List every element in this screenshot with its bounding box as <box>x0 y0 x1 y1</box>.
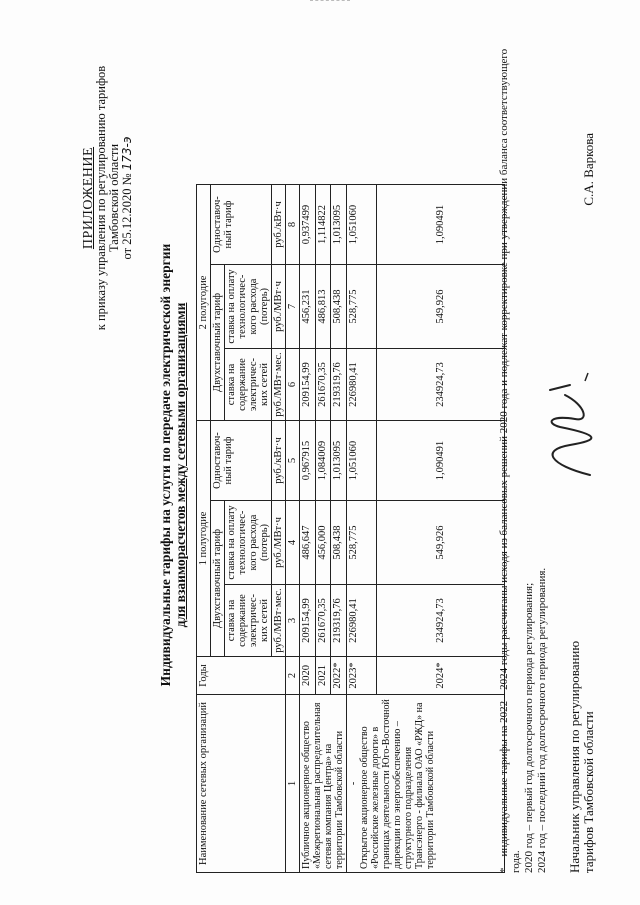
year-cell: 2024* <box>377 657 505 695</box>
colnum-4: 4 <box>286 501 300 585</box>
org-1-dash: - <box>348 781 359 786</box>
value-cell: 549,926 <box>377 501 505 585</box>
table-row <box>347 185 377 873</box>
value-cell: 209154,99 <box>300 585 316 657</box>
value-cell: 234924,73 <box>377 349 505 421</box>
tariff-table <box>196 184 505 873</box>
year-cell: 2023* <box>347 657 377 695</box>
year-cell: 2022* <box>331 657 347 695</box>
colnum-1: 1 <box>286 695 300 873</box>
appendix-title: ПРИЛОЖЕНИЕ <box>81 146 96 250</box>
colnum-2: 2 <box>286 657 300 695</box>
table-row <box>300 185 316 873</box>
value-cell: 508,438 <box>331 501 347 585</box>
header-half2: 2 полугодие <box>197 185 211 421</box>
value-cell: 1,090491 <box>377 185 505 265</box>
header-one-part-1: Одноставоч- ный тариф <box>211 421 272 501</box>
unit-kwh-2: руб./кВт·ч <box>272 185 286 265</box>
value-cell: 456,231 <box>300 265 316 349</box>
org-2-cell <box>347 695 505 873</box>
value-cell: 1,051060 <box>347 421 377 501</box>
unit-kwh-1: руб./кВт·ч <box>272 421 286 501</box>
scan-artifact <box>310 0 350 7</box>
document-title <box>158 115 188 815</box>
value-cell: 226980,41 <box>347 349 377 421</box>
value-cell: 508,438 <box>331 265 347 349</box>
order-date: от 25.12.2020 № <box>120 173 134 260</box>
header-rate-maint-1: ставка на содержание электричес- ких сетей <box>225 585 272 657</box>
colnum-5: 5 <box>286 421 300 501</box>
org-1-cell <box>300 695 347 873</box>
header-two-part-1: Двухставочный тариф <box>211 501 225 657</box>
value-cell: 528,775 <box>347 501 377 585</box>
value-cell: 528,775 <box>347 265 377 349</box>
appendix-line-2: Тамбовской области <box>107 143 121 253</box>
value-cell: 261670,35 <box>315 349 331 421</box>
header-org: Наименование сетевых организаций <box>197 695 286 873</box>
signature-block <box>568 43 596 873</box>
appendix-header <box>82 33 134 363</box>
signer-position-1: Начальник управления по регулированию <box>567 640 582 873</box>
header-rate-loss-2: ставка на оплату технологичес- кого расхода (потерь) <box>225 265 272 349</box>
value-cell: 219319,76 <box>331 349 347 421</box>
unit-mwmonth-2: руб./МВт·мес. <box>272 349 286 421</box>
footnote-1: 2020 год – первый год долгосрочного периода регулирования; <box>523 582 535 873</box>
header-year: Годы <box>197 657 286 695</box>
value-cell: 219319,76 <box>331 585 347 657</box>
org-1-name: Публичное акционерное общество «Межрегиональная распределительная сетевая компания Центра» на территории Тамбовской области <box>301 702 345 869</box>
header-one-part-2: Одноставоч- ный тариф <box>211 185 272 265</box>
value-cell: 1,084009 <box>315 421 331 501</box>
unit-mwh-1: руб./МВт·ч <box>272 501 286 585</box>
value-cell: 226980,41 <box>347 585 377 657</box>
value-cell: 1,013095 <box>331 185 347 265</box>
title-line-2: для взаиморасчетов между сетевыми организациями <box>173 302 188 628</box>
year-cell: 2021 <box>315 657 331 695</box>
value-cell: 486,813 <box>315 265 331 349</box>
column-number-row <box>286 185 300 873</box>
value-cell: 234924,73 <box>377 585 505 657</box>
value-cell: 486,647 <box>300 501 316 585</box>
header-rate-maint-2: ставка на содержание электричес- ких сетей <box>225 349 272 421</box>
value-cell: 0,967915 <box>300 421 316 501</box>
colnum-8: 8 <box>286 185 300 265</box>
value-cell: 1,013095 <box>331 421 347 501</box>
value-cell: 1,090491 <box>377 421 505 501</box>
colnum-3: 3 <box>286 585 300 657</box>
value-cell: 261670,35 <box>315 585 331 657</box>
header-half1: 1 полугодие <box>197 421 211 657</box>
footnote-2: 2024 год – последний год долгосрочного периода регулирования. <box>536 567 548 873</box>
org-2-name: Открытое акционерное общество «Российские железные дороги» в границах деятельности Юго-Восточной дирекции по энергообеспечению – структурного подразделения Трансэнерго - филиала ОАО «РЖД» на территории Тамбовской области <box>359 699 436 869</box>
value-cell: 209154,99 <box>300 349 316 421</box>
title-line-1: Индивидуальные тарифы на услуги по передаче электрической энергии <box>158 243 173 687</box>
signer-position-2: тарифов Тамбовской области <box>581 711 596 873</box>
footnote-star: * – индивидуальные тарифы на 2022 – 2024 годы рассчитаны исходя из балансовых решений 2020 года и подлежат корректировке при утверждении баланса соответствующего года. <box>498 48 522 873</box>
header-rate-loss-1: ставка на оплату технологичес- кого расхода (потерь) <box>225 501 272 585</box>
colnum-7: 7 <box>286 265 300 349</box>
appendix-line-3 <box>121 33 134 363</box>
year-cell: 2020 <box>300 657 316 695</box>
signer-name: С.А. Варкова <box>581 133 596 206</box>
header-two-part-2: Двухставочный тариф <box>211 265 225 421</box>
unit-mwh-2: руб./МВт·ч <box>272 265 286 349</box>
value-cell: 549,926 <box>377 265 505 349</box>
unit-mwmonth-1: руб./МВт·мес. <box>272 585 286 657</box>
appendix-line-1: к приказу управления по регулированию тарифов <box>94 65 108 331</box>
value-cell: 0,937499 <box>300 185 316 265</box>
value-cell: 1,114822 <box>315 185 331 265</box>
value-cell: 456,000 <box>315 501 331 585</box>
value-cell: 1,051060 <box>347 185 377 265</box>
order-number: 173-э <box>120 136 134 171</box>
colnum-6: 6 <box>286 349 300 421</box>
rotated-content <box>20 25 620 885</box>
